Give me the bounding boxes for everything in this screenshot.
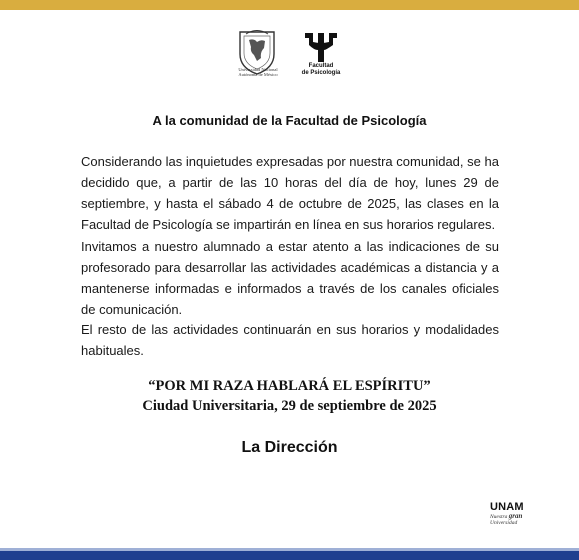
signature-direction: La Dirección — [241, 439, 338, 456]
paragraph-other-activities: El resto de las actividades continuarán en sus horarios y modalidades habituales. — [81, 322, 499, 358]
document-heading: A la comunidad de la Facultad de Psicología — [152, 113, 427, 128]
unam-wordmark-logo — [490, 502, 534, 530]
bottom-blue-bar — [0, 551, 579, 560]
psychology-faculty-logo-icon — [302, 30, 340, 64]
psychology-faculty-name: Facultad de Psicología — [301, 63, 341, 76]
unam-tagline: Nuestra gran Universidad — [490, 512, 523, 526]
unam-seal-caption: Universidad Nacional Autónoma de México — [238, 67, 278, 77]
unam-wordmark-text: UNAM — [490, 501, 524, 513]
top-gold-bar — [0, 0, 579, 10]
place-and-date: Ciudad Universitaria, 29 de septiembre de 2025 — [142, 398, 437, 414]
university-motto: “POR MI RAZA HABLARÁ EL ESPÍRITU” — [148, 378, 431, 394]
paragraph-student-instructions: Invitamos a nuestro alumnado a estar atento a las indicaciones de su profesorado para desarrollar las actividades académicas a distancia y a mantenerse informadas e informados a través de los canales oficiales de comunicación. — [81, 239, 499, 317]
paragraph-online-classes: Considerando las inquietudes expresadas por nuestra comunidad, se ha decidido que, a partir de las 10 horas del día de hoy, lunes 29 de septiembre, y hasta el sábado 4 de octubre de 2025, las clases en la Facultad de Psicología se impartirán en línea en sus horarios regulares. — [81, 154, 499, 232]
